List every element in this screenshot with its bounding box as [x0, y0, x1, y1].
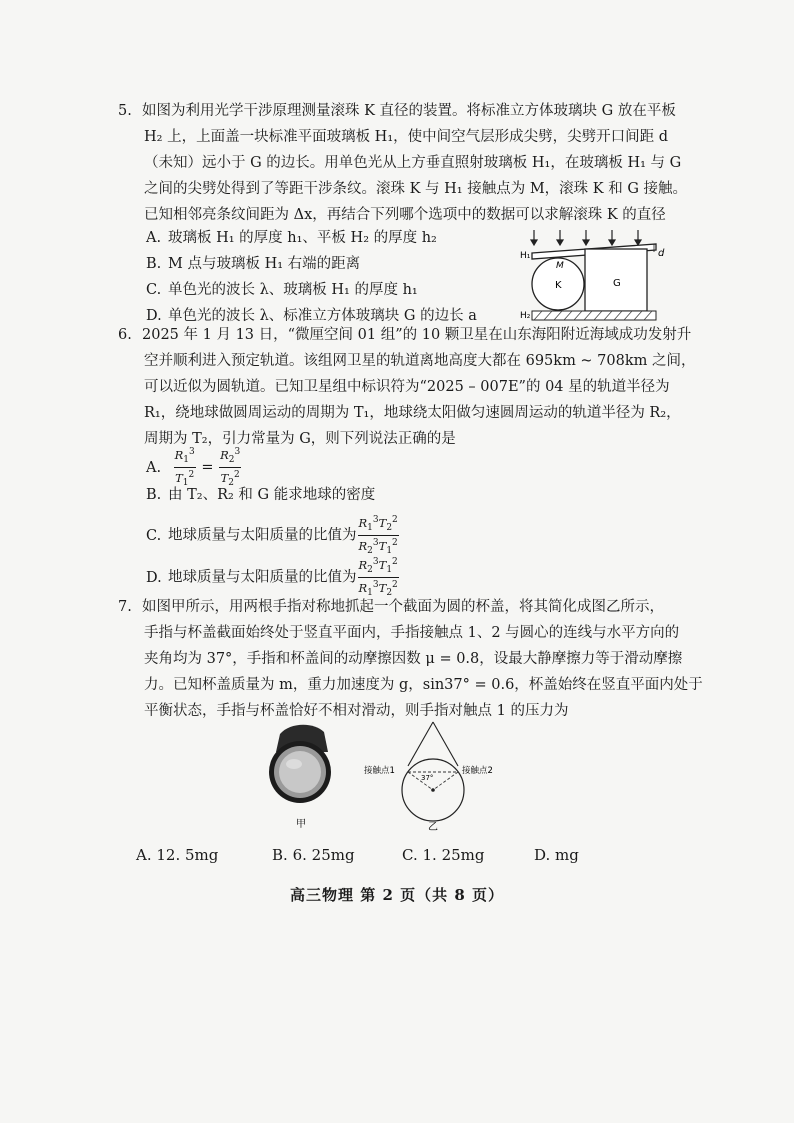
figure-jia-label: 甲	[296, 819, 306, 830]
angle-label: 37°	[421, 774, 434, 782]
option-d: D. 地球质量与太阳质量的比值为 $\frac{R_2^3T_1^2}{R_1^3T_2^2}$	[146, 557, 398, 598]
answer-option-c: C. 1. 25mg	[402, 846, 485, 864]
stem-line: H₂ 上，上面盖一块标准平面玻璃板 H₁，使中间空气层形成尖劈，尖劈开口间距 d	[144, 129, 669, 145]
question-number: 6.	[118, 327, 132, 343]
stem-line: 已知相邻亮条纹间距为 Δx，再结合下列哪个选项中的数据可以求解滚珠 K 的直径	[144, 207, 666, 223]
answer-option-b: B. 6. 25mg	[272, 846, 355, 864]
stem-line: 空并顺利进入预定轨道。该组网卫星的轨道离地高度大都在 695km ~ 708km 之间，	[144, 353, 696, 369]
option-a: A. 玻璃板 H₁ 的厚度 h₁、平板 H₂ 的厚度 h₂	[146, 230, 437, 246]
option-b: B. M 点与玻璃板 H₁ 右端的距离	[146, 256, 361, 272]
stem-line: 周期为 T₂，引力常量为 G，则下列说法正确的是	[144, 431, 456, 447]
stem-line: 可以近似为圆轨道。已知卫星组中标识符为“2025 – 007E”的 04 星的轨道半径为	[144, 379, 670, 395]
contact-point-2-label: 接触点2	[462, 766, 493, 776]
question-6-stem	[118, 322, 696, 452]
figure-yi-label: 乙	[428, 822, 438, 833]
question-number: 5.	[118, 103, 132, 119]
page-footer: 高三物理 第 2 页（共 8 页）	[290, 886, 504, 904]
answer-option-d: D. mg	[534, 846, 579, 864]
option-c: C. 地球质量与太阳质量的比值为 $\frac{R_1^3T_2^2}{R_2^3T_1^2}$	[146, 515, 398, 556]
question-7-stem	[118, 594, 703, 724]
option-b: B. 由 T₂、R₂ 和 G 能求地球的密度	[146, 487, 376, 503]
stem-line: （未知）远小于 G 的边长。用单色光从上方垂直照射玻璃板 H₁，在玻璃板 H₁ 与 G	[144, 155, 682, 171]
stem-line: 如图甲所示，用两根手指对称地抓起一个截面为圆的杯盖，将其简化成图乙所示，	[142, 599, 664, 615]
stem-line: 夹角均为 37°，手指和杯盖间的动摩擦因数 μ = 0.8，设最大静摩擦力等于滑动摩擦	[144, 651, 683, 667]
cup-lid-diagram-figure	[358, 716, 518, 834]
option-c: C. 单色光的波长 λ、玻璃板 H₁ 的厚度 h₁	[146, 282, 418, 298]
g-label: G	[613, 278, 621, 289]
stem-line: 平衡状态，手指与杯盖恰好不相对滑动，则手指对触点 1 的压力为	[144, 703, 569, 719]
stem-line: 如图为利用光学干涉原理测量滚珠 K 直径的装置。将标准立方体玻璃块 G 放在平板	[142, 103, 676, 119]
contact-point-1-label: 接触点1	[364, 766, 395, 776]
stem-line: 力。已知杯盖质量为 m，重力加速度为 g，sin37° = 0.6，杯盖始终在竖直平面内处于	[144, 677, 703, 693]
option-a: A. $\frac{R_1^3}{T_1^2}$ = $\frac{R_2^3}{T_2^2}$	[146, 447, 241, 488]
stem-line: 手指与杯盖截面始终处于竖直平面内，手指接触点 1、2 与圆心的连线与水平方向的	[144, 625, 680, 641]
stem-line: R₁，绕地球做圆周运动的周期为 T₁，地球绕太阳做匀速圆周运动的轨道半径为 R₂，	[144, 405, 681, 421]
h2-label: H₂	[520, 311, 531, 321]
k-label: K	[555, 280, 562, 291]
stem-line: 之间的尖劈处得到了等距干涉条纹。滚珠 K 与 H₁ 接触点为 M，滚珠 K 和 G 接触。	[144, 181, 688, 197]
m-label: M	[556, 261, 564, 271]
option-d: D. 单色光的波长 λ、标准立方体玻璃块 G 的边长 a	[146, 308, 477, 324]
stem-line: 2025 年 1 月 13 日，“微厘空间 01 组”的 10 颗卫星在山东海阳附近海域成功发射升	[142, 327, 692, 343]
question-5-stem	[118, 98, 687, 228]
answer-option-a: A. 12. 5mg	[136, 846, 219, 864]
interferometer-figure	[518, 228, 668, 323]
question-number: 7.	[118, 599, 132, 615]
h1-label: H₁	[520, 251, 531, 261]
cup-lid-photo-figure	[262, 722, 342, 832]
d-label: d	[658, 248, 665, 259]
